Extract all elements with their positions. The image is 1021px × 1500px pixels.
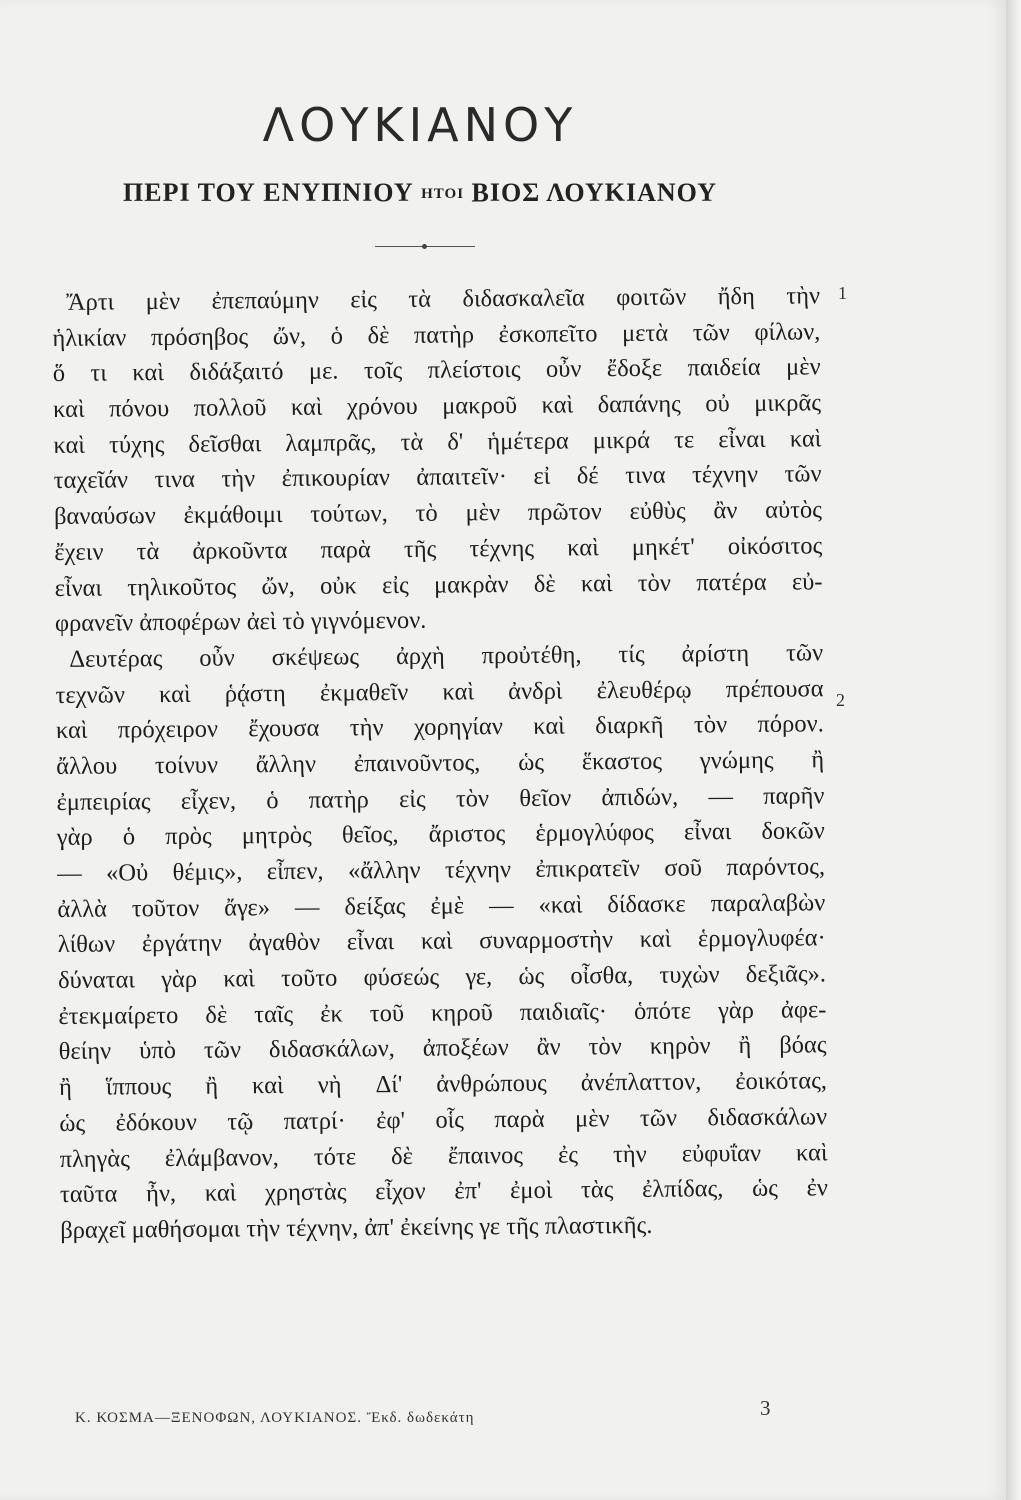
text-line: καὶ πόνου πολλοῦ καὶ χρόνου μακροῦ καὶ δαπάνης οὐ μικρᾶς [52, 389, 822, 424]
margin-number-2: 2 [836, 690, 845, 710]
subtitle-part-c: ΒΙΟΣ ΛΟΥΚΙΑΝΟΥ [471, 178, 717, 207]
ornament-dot [422, 244, 427, 249]
text-line: ὡς ἐδόκουν τῷ πατρί· ἐφ' οἷς παρὰ μὲν τῶν διδασκάλων [59, 1103, 828, 1137]
text-line: δύναται γὰρ καὶ τοῦτο φύσεώς γε, ὡς οἶσθα, τυχὼν δεξιᾶς». [57, 960, 827, 995]
text-line: ἐμπειρίας εἶχεν, ὁ πατὴρ εἰς τὸν θεῖον ἀπιδών, — παρῆν [56, 781, 825, 816]
text-line: καὶ πρόχειρον ἔχουσα τὴν χορηγίαν καὶ διαρκῆ τὸν πόρον. [55, 710, 824, 745]
page-subtitle [0, 178, 840, 208]
text-line: ὅ τι καὶ διδάξαιτό με. τοῖς πλείστοις οὖν ἔδοξε παιδεία μὲν [52, 353, 821, 388]
text-line: ἄλλου τοίνυν ἄλλην ἐπαινοῦντος, ὡς ἕκαστος γνώμης ἢ [56, 746, 825, 780]
text-line: εἶναι τηλικοῦτος ὤν, οὐκ εἰς μακρὰν δὲ καὶ τὸν πατέρα εὐ- [54, 567, 823, 602]
text-line: λίθων ἐργάτην ἀγαθὸν εἶναι καὶ συναρμοστὴν καὶ ἑρμογλυφέα· [57, 924, 826, 959]
page-number: 3 [760, 1396, 771, 1420]
text-line: γὰρ ὁ πρὸς μητρὸς θεῖος, ἄριστος ἑρμογλύφος εἶναι δοκῶν [56, 817, 825, 852]
text-line: ἢ ἵππους ἢ καὶ νὴ Δί' ἀνθρώπους ἀνέπλαττον, ἐοικότας, [58, 1067, 828, 1102]
text-line: ἀλλὰ τοῦτον ἄγε» — δείξας ἐμὲ — «καὶ δίδασκε παραλαβὼν [57, 888, 826, 923]
text-line: ἔχειν τὰ ἀρκοῦντα παρὰ τῆς τέχνης καὶ μηκέτ' οἰκόσιτος [54, 532, 823, 566]
text-line: ταχεῖάν τινα τὴν ἐπικουρίαν ἀπαιτεῖν· εἰ δέ τινα τέχνην τῶν [53, 460, 822, 495]
subtitle-connector: ΗΤΟΙ [421, 186, 465, 202]
text-line: ἡλικίαν πρόσηβος ὤν, ὁ δὲ πατὴρ ἐσκοπεῖτο μετὰ τῶν φίλων, [52, 317, 821, 352]
text-line: βαναύσων ἐκμάθοιμι τούτων, τὸ μὲν πρῶτον εὐθὺς ἂν αὐτὸς [53, 496, 823, 531]
text-line: καὶ τύχης δεῖσθαι λαμπρᾶς, τὰ δ' ἡμέτερα μικρά τε εἶναι καὶ [53, 425, 822, 459]
text-line: Ἄρτι μὲν ἐπεπαύμην εἰς τὰ διδασκαλεῖα φοιτῶν ἤδη τὴν [66, 282, 821, 316]
page-edge [1006, 0, 1021, 1500]
margin-number-1: 1 [838, 283, 847, 303]
text-line: φρανεῖν ἀποφέρων ἀεὶ τὸ γιγνόμενον. [54, 606, 427, 638]
subtitle-part-a: ΠΕΡΙ ΤΟΥ ΕΝΥΠΝΙΟΥ [123, 178, 414, 207]
text-line: βραχεῖ μαθήσομαι τὴν τέχνην, ἀπ' ἐκείνης γε τῆς πλαστικῆς. [60, 1211, 653, 1244]
text-line: Δευτέρας οὖν σκέψεως ἀρχὴ προὐτέθη, τίς ἀρίστη τῶν [69, 639, 824, 673]
text-line: ταῦτα ἦν, καὶ χρηστὰς εἶχον ἐπ' ἐμοὶ τὰς ἐλπίδας, ὡς ἐν [59, 1174, 829, 1209]
text-line: πληγὰς ἐλάμβανον, τότε δὲ ἔπαινος ἐς τὴν εὐφυΐαν καὶ [59, 1138, 828, 1173]
footer-credit: Κ. ΚΟΣΜΑ—ΞΕΝΟΦΩΝ, ΛΟΥΚΙΑΝΟΣ. Ἔκδ. δωδεκάτη [75, 1410, 475, 1426]
text-line: θείην ὑπὸ τῶν διδασκάλων, ἀποξέων ἂν τὸν κηρὸν ἢ βόας [58, 1031, 827, 1066]
page-title: ΛΟΥΚΙΑΝΟΥ [262, 98, 578, 152]
text-line: ἐτεκμαίρετο δὲ ταῖς ἐκ τοῦ κηροῦ παιδιαῖς· ὁπότε γὰρ ἀφε- [58, 996, 827, 1030]
body-text [52, 278, 828, 1248]
text-line: τεχνῶν καὶ ῥᾴστη ἐκμαθεῖν καὶ ἀνδρὶ ἐλευθέρῳ πρέπουσα [55, 674, 824, 709]
text-line: — «Οὐ θέμις», εἶπεν, «ἄλλην τέχνην ἐπικρατεῖν σοῦ παρόντος, [57, 853, 826, 887]
